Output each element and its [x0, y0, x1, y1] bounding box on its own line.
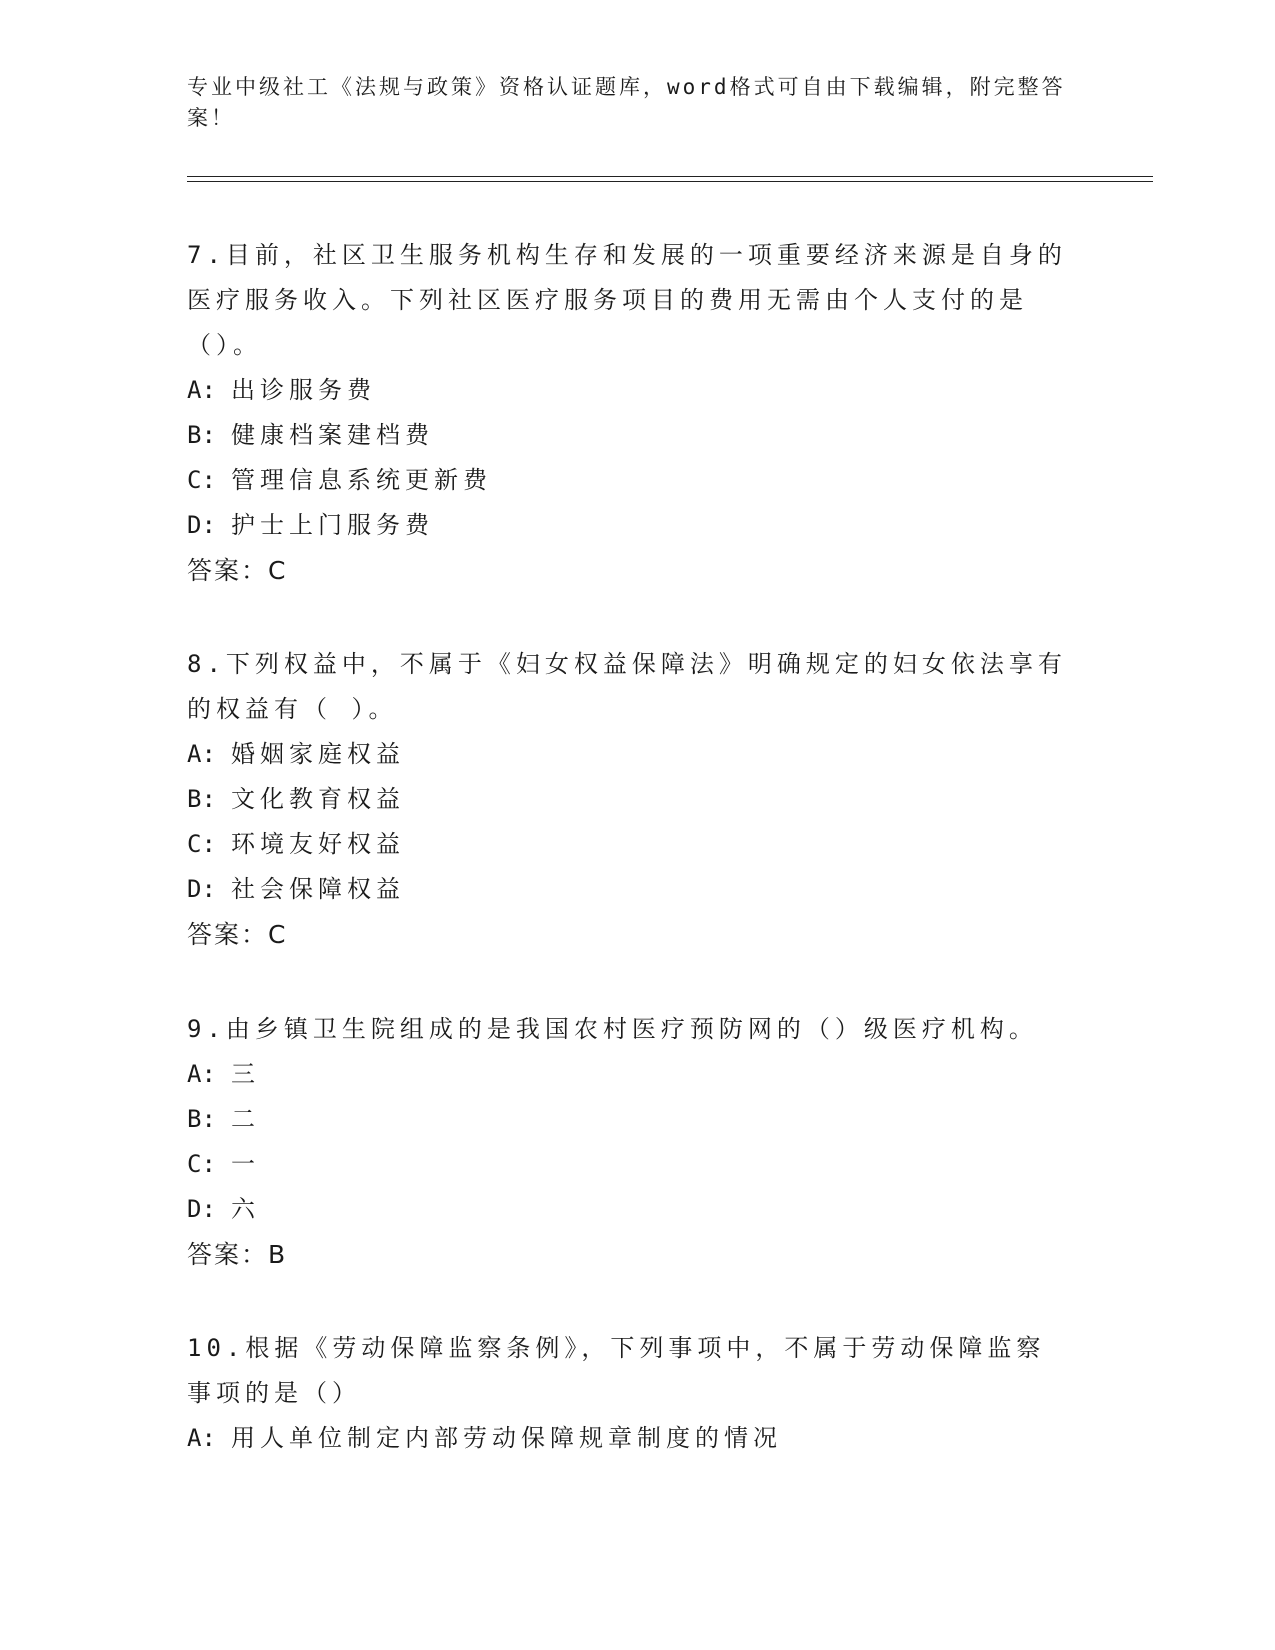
question-10 — [187, 1326, 1067, 1461]
option-c — [187, 1142, 1067, 1187]
option-text: 三 — [231, 1060, 260, 1088]
question-8 — [187, 642, 1067, 957]
option-b — [187, 1097, 1067, 1142]
option-a — [187, 1052, 1067, 1097]
header-divider-top — [187, 176, 1153, 177]
option-text: 六 — [231, 1195, 260, 1223]
option-text: 婚姻家庭权益 — [231, 740, 405, 768]
option-letter: A: — [187, 1424, 216, 1452]
answer-line: 答案：C — [187, 920, 288, 949]
option-d — [187, 1187, 1067, 1232]
option-letter: D: — [187, 511, 216, 539]
question-7 — [187, 233, 1067, 593]
option-text: 管理信息系统更新费 — [231, 466, 492, 494]
option-b — [187, 413, 1067, 458]
option-a — [187, 732, 1067, 777]
option-letter: C: — [187, 1150, 216, 1178]
option-letter: B: — [187, 421, 216, 449]
question-9 — [187, 1007, 1067, 1277]
question-stem: 8.下列权益中，不属于《妇女权益保障法》明确规定的妇女依法享有的权益有（ ）。 — [187, 650, 1067, 723]
option-text: 社会保障权益 — [231, 875, 405, 903]
option-letter: C: — [187, 830, 216, 858]
answer-line: 答案：B — [187, 1240, 288, 1269]
option-c — [187, 822, 1067, 867]
option-letter: A: — [187, 1060, 216, 1088]
option-letter: B: — [187, 785, 216, 813]
option-b — [187, 777, 1067, 822]
option-letter: D: — [187, 875, 216, 903]
answer-line: 答案：C — [187, 556, 288, 585]
option-text: 护士上门服务费 — [231, 511, 434, 539]
option-d — [187, 503, 1067, 548]
header-divider-bottom — [187, 181, 1153, 182]
option-text: 出诊服务费 — [231, 376, 376, 404]
option-letter: C: — [187, 466, 216, 494]
option-letter: B: — [187, 1105, 216, 1133]
option-a — [187, 1416, 1067, 1461]
option-text: 健康档案建档费 — [231, 421, 434, 449]
option-letter: A: — [187, 376, 216, 404]
question-stem: 9.由乡镇卫生院组成的是我国农村医疗预防网的（）级医疗机构。 — [187, 1015, 1038, 1043]
option-letter: D: — [187, 1195, 216, 1223]
option-text: 二 — [231, 1105, 260, 1133]
document-header: 专业中级社工《法规与政策》资格认证题库，word格式可自由下载编辑，附完整答案！ — [187, 75, 1066, 130]
option-a — [187, 368, 1067, 413]
option-text: 环境友好权益 — [231, 830, 405, 858]
option-letter: A: — [187, 740, 216, 768]
option-text: 文化教育权益 — [231, 785, 405, 813]
option-c — [187, 458, 1067, 503]
option-d — [187, 867, 1067, 912]
question-stem: 7.目前，社区卫生服务机构生存和发展的一项重要经济来源是自身的医疗服务收入。下列社区医疗服务项目的费用无需由个人支付的是（）。 — [187, 241, 1067, 359]
question-stem: 10.根据《劳动保障监察条例》，下列事项中，不属于劳动保障监察事项的是（） — [187, 1334, 1046, 1407]
option-text: 一 — [231, 1150, 260, 1178]
option-text: 用人单位制定内部劳动保障规章制度的情况 — [231, 1424, 782, 1452]
